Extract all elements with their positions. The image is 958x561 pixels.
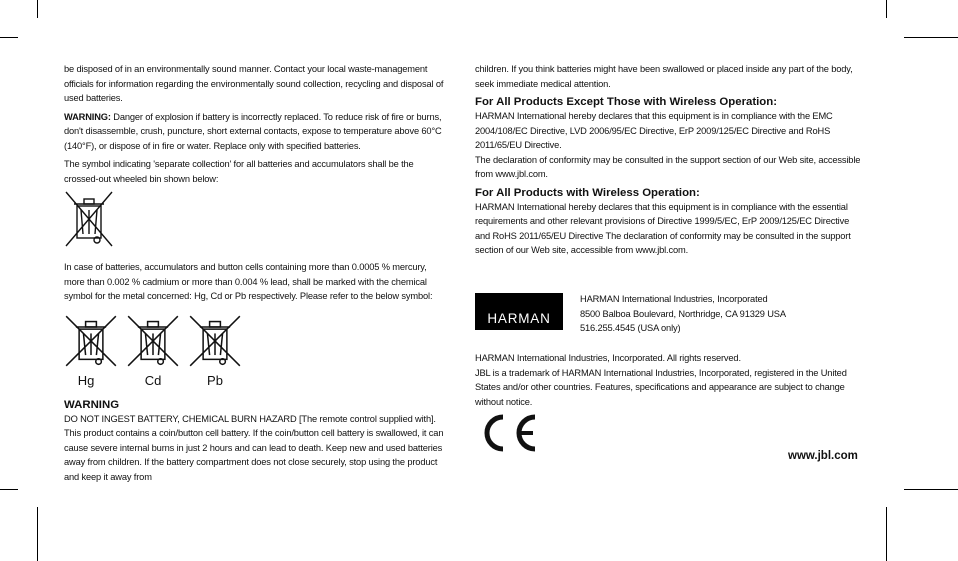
right-column [475, 62, 865, 258]
rights-line: HARMAN International Industries, Incorporated. All rights reserved. [475, 353, 741, 363]
crop-mark [37, 507, 38, 561]
wireless-declaration: HARMAN International hereby declares that this equipment is in compliance with the essential requirements and other relevant provisions of Directive 1999/5/EC, ErP 2009/125/EC Directive and RoHS 2011/65/EU Directive The declaration of conformity may be consulted in the support section of our Web site, accessible from www.jbl.com. [475, 201, 851, 255]
harman-logo: HARMAN [475, 293, 563, 330]
warning-label: WARNING: [64, 111, 111, 122]
crop-mark [0, 489, 18, 490]
address-line: 8500 Balboa Boulevard, Northridge, CA 91329 USA [580, 308, 786, 319]
warning-text: Danger of explosion if battery is incorrectly replaced. To reduce risk of fire or burns, don't disassemble, crush, puncture, short external contacts, expose to temperature above 60°C (140°F), or dispose of in fire or water. Replace only with specified batteries. [64, 111, 442, 151]
crossed-bin-icon [64, 314, 118, 368]
crop-mark [886, 507, 887, 561]
crop-mark [0, 37, 18, 38]
crop-mark [886, 0, 887, 18]
conformity-paragraph: The declaration of conformity may be consulted in the support section of our Web site, accessible from www.jbl.com. [475, 154, 861, 179]
non-wireless-heading: For All Products Except Those with Wireless Operation: [475, 96, 778, 108]
rights-notice [475, 351, 865, 409]
bin-pb [188, 314, 242, 388]
crossed-bin-icon [126, 314, 180, 368]
non-wireless-declaration: HARMAN International hereby declares that this equipment is in compliance with the EMC 2004/108/EC Directive, LVD 2006/95/EC Directive, ErP 2009/125/EC Directive and RoHS 2011/65/EU Directive. [475, 111, 833, 150]
company-address [580, 292, 820, 336]
left-column [64, 62, 446, 484]
website-url[interactable]: www.jbl.com [788, 450, 858, 462]
symbol-paragraph: The symbol indicating 'separate collection' for all batteries and accumulators shall be the crossed-out wheeled bin shown below: [64, 159, 414, 184]
crossed-bin-icon [64, 190, 446, 252]
crop-mark [904, 489, 958, 490]
medical-attention-paragraph: children. If you think batteries might have been swallowed or placed inside any part of the body, seek immediate medical attention. [475, 64, 853, 89]
ingest-warning-paragraph: DO NOT INGEST BATTERY, CHEMICAL BURN HAZARD [The remote control supplied with]. This product contains a coin/button cell battery. If the coin/button cell battery is swallowed, it can cause severe internal burns in just 2 hours and can lead to death. Keep new and used batteries away from children. If the battery compartment does not close securely, stop using the product and keep it away from [64, 413, 444, 482]
wireless-heading: For All Products with Wireless Operation: [475, 186, 700, 199]
disposal-paragraph: be disposed of in an environmentally sound manner. Contact your local waste-management officials for information regarding the environmentally sound collection, recycling and disposal of used batteries. [64, 64, 444, 103]
address-line: HARMAN International Industries, Incorporated [580, 294, 768, 304]
heavy-metal-paragraph: In case of batteries, accumulators and button cells containing more than 0.0005 % mercury, more than 0.002 % cadmium or more than 0.004 % lead, shall be marked with the chemical symbol for the metal concerned: Hg, Cd or Pb respectively. Please refer to the below symbol: [64, 262, 433, 301]
warning-heading: WARNING [64, 398, 120, 411]
ce-mark-icon [477, 411, 539, 460]
bin-hg [64, 314, 118, 388]
trademark-line: JBL is a trademark of HARMAN International Industries, Incorporated, registered in the United States and/or other countries. Features, specifications and appearance are subject to change without notice. [475, 367, 847, 407]
crop-mark [37, 0, 38, 18]
bin-label-pb: Pb [207, 372, 223, 388]
address-line: 516.255.4545 (USA only) [580, 323, 681, 333]
crop-mark [904, 37, 958, 38]
bin-cd [126, 314, 180, 388]
heavy-metal-bins [64, 314, 446, 388]
bin-label-hg: Hg [77, 372, 95, 388]
crossed-bin-icon [188, 314, 242, 368]
bin-label-cd: Cd [144, 372, 162, 388]
warning-paragraph [64, 110, 446, 154]
